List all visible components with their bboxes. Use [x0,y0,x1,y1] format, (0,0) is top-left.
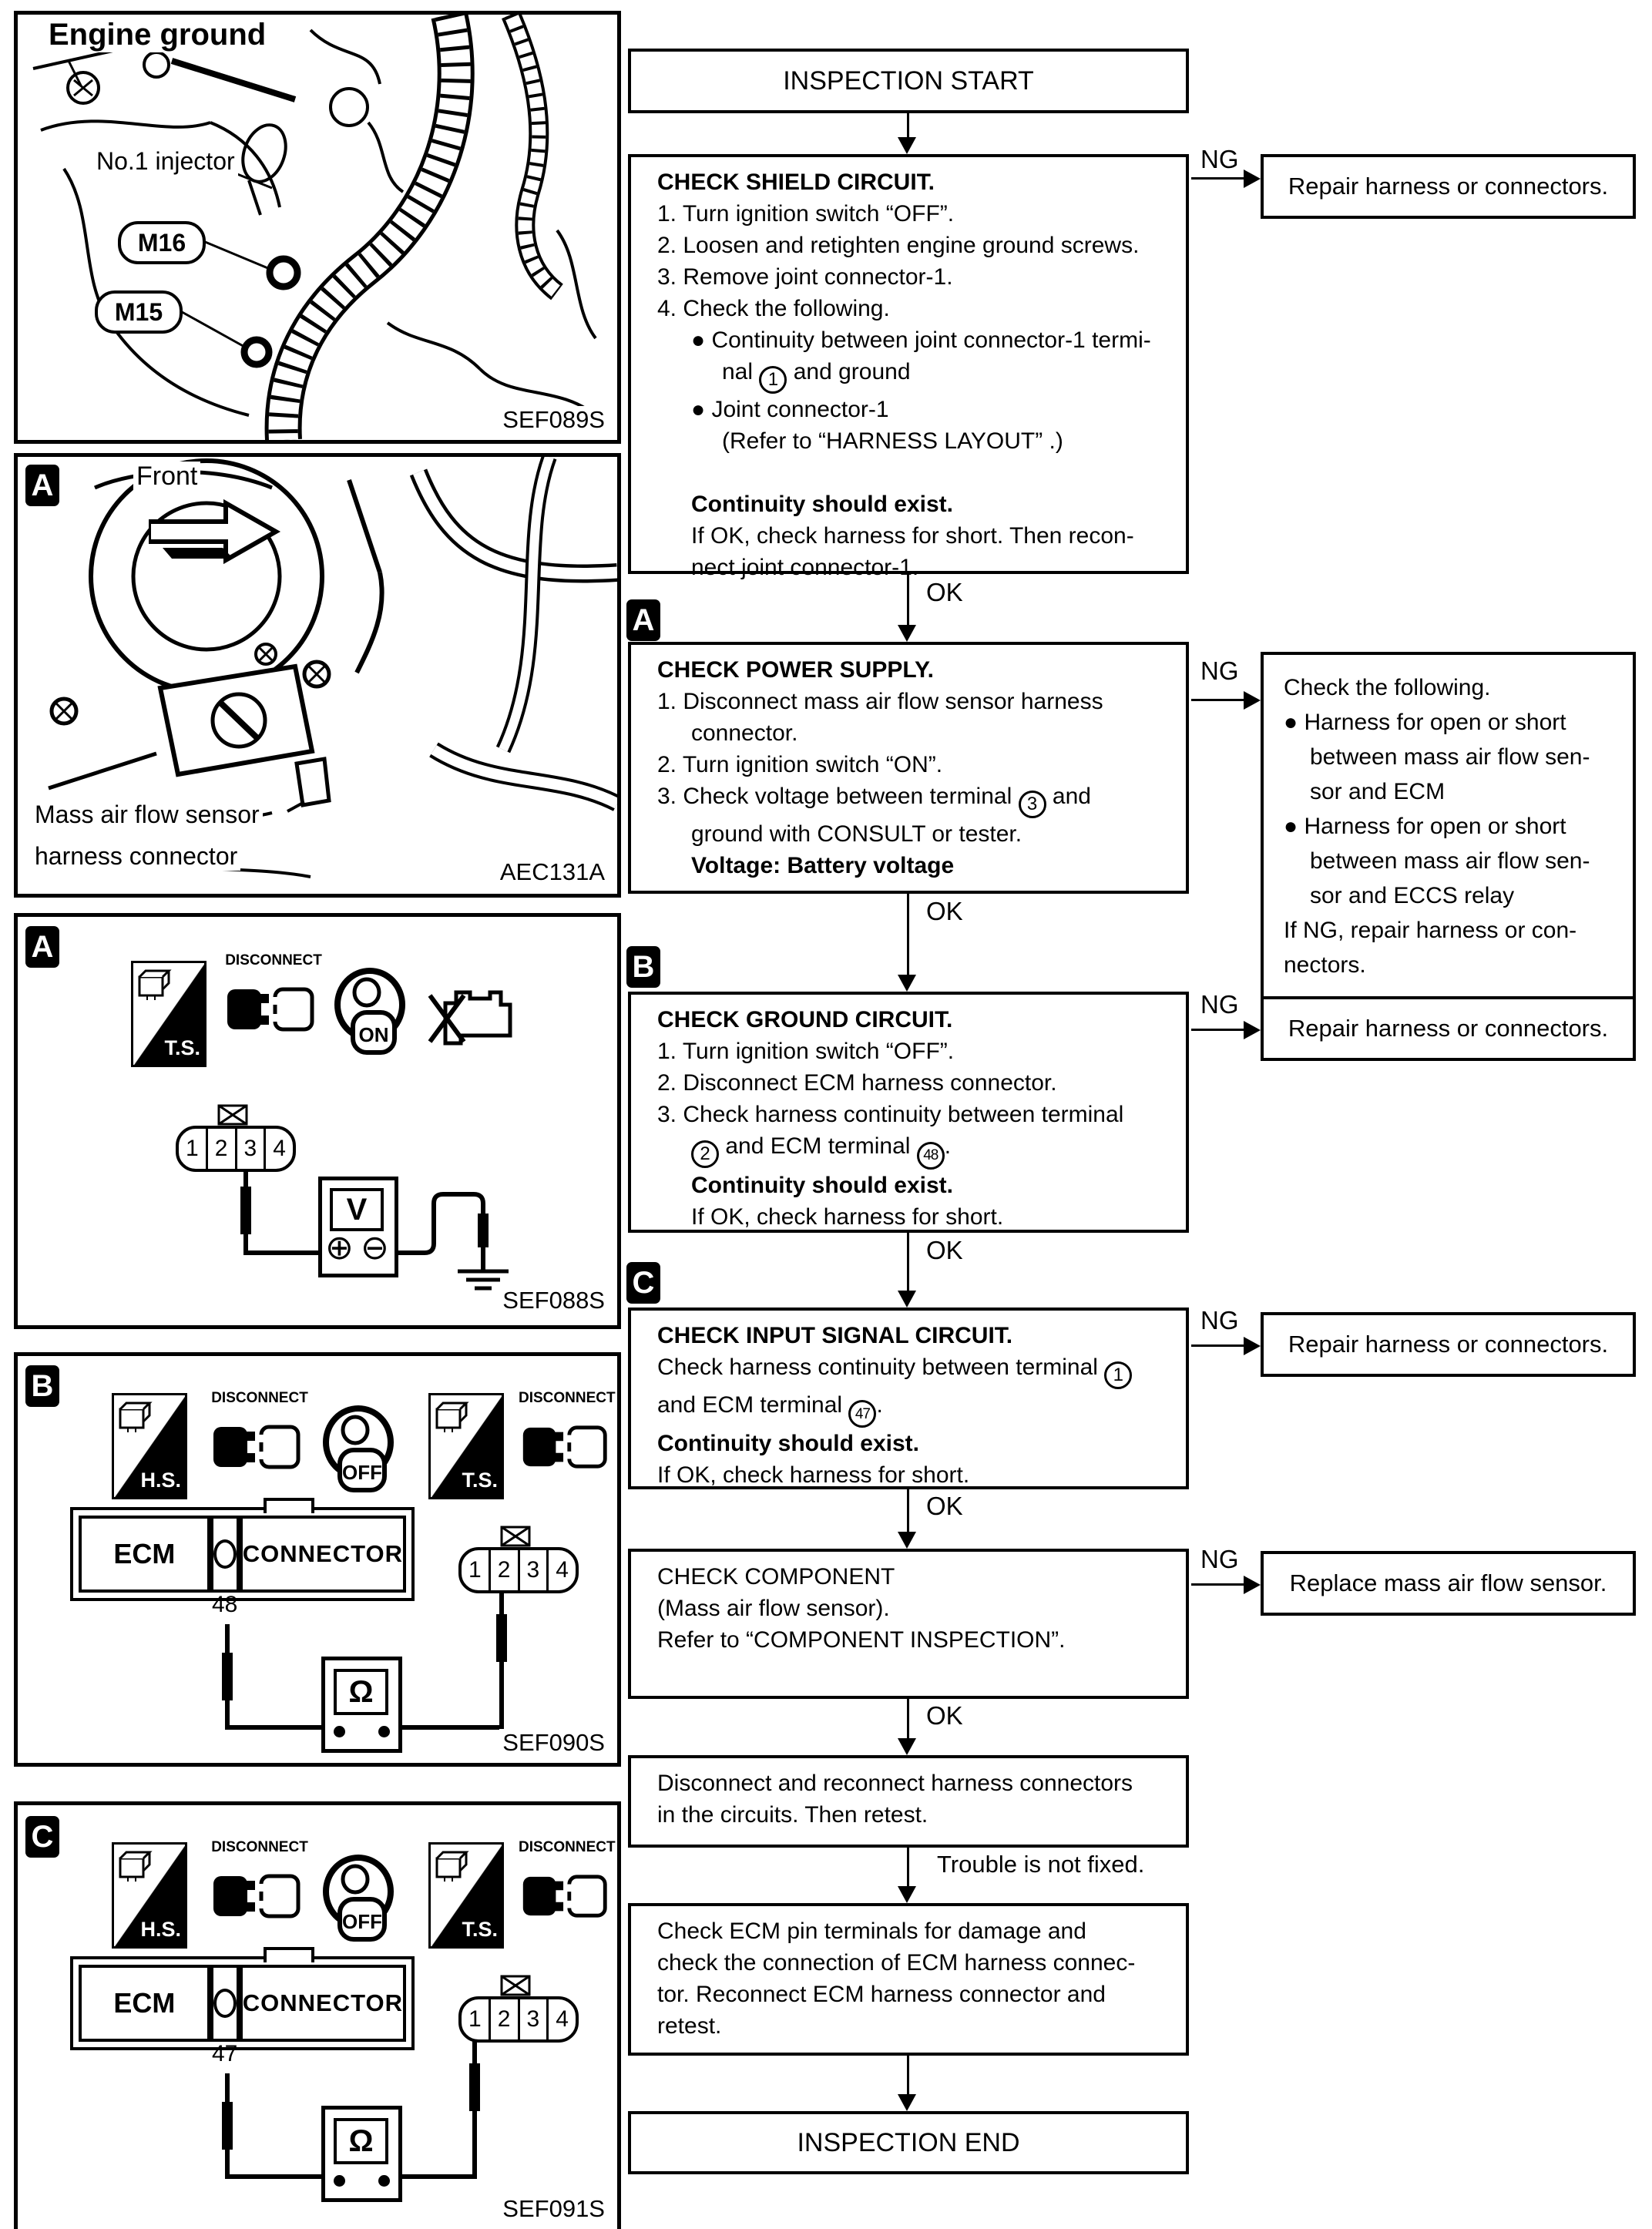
text-line: (Refer to “HARNESS LAYOUT” .) [722,428,1063,454]
ohmmeter-display: Ω [334,2118,388,2164]
terminal-2: 2 [489,1550,518,1590]
figure-code-sef090s: SEF090S [499,1729,608,1757]
terminal-1: 1 [186,1136,199,1161]
text-line: CHECK COMPONENT [657,1564,895,1590]
flow-end-box [628,2111,1189,2174]
step-check-input-signal-circuit [628,1308,1189,1489]
ng-result-text: Repair harness or connectors. [1288,1015,1609,1042]
ok-edge-label: OK [922,1492,968,1521]
disconnect-icon-group [519,1839,614,1940]
text-line: and ECM terminal 47 . [657,1389,1174,1428]
engine-crossed-icon [424,969,518,1058]
hs-label: H.S. [140,1918,181,1941]
meter-terminal [378,1726,390,1737]
svg-text:OFF: OFF [342,1461,382,1484]
flow-connector-line [907,1489,909,1532]
section-tag-b: B [25,1365,59,1407]
step-reconnect-connectors [628,1755,1189,1848]
ts-tool-icon [428,1393,504,1499]
flow-start-label: INSPECTION START [783,65,1034,96]
flow-connector-line [907,1233,909,1291]
maf-caption-line2: harness connector [32,842,240,871]
ts-label: T.S. [462,1469,498,1492]
ng-branch-line [1191,1029,1244,1031]
ng-result-replace-maf-sensor [1261,1551,1636,1616]
terminal-2: 2 [489,1999,518,2039]
ts-tool-icon [428,1842,504,1949]
section-tag-c: C [25,1816,59,1858]
text-line: CHECK POWER SUPPLY. [657,657,934,683]
terminal-1: 1 [468,2006,482,2032]
ng-edge-label: NG [1196,145,1244,174]
text-line: If OK, check harness for short. Then recon- [691,522,1134,549]
front-direction-arrow-icon [149,497,311,570]
svg-text:ON: ON [358,1023,389,1046]
ng-result-text: Replace mass air flow sensor. [1289,1569,1607,1596]
terminal-3: 3 [235,1129,264,1169]
text-line: Check ECM pin terminals for damage and [657,1918,1086,1944]
text-line: sor and ECCS relay [1310,883,1515,908]
ohmmeter-display: Ω [334,1669,388,1715]
text-line: retest. [657,2013,722,2039]
text-line: 2. Loosen and retighten engine ground screws. [657,233,1140,258]
disconnect-label: DISCONNECT [211,1839,308,1855]
text-line: 1. Turn ignition switch “OFF”. [657,201,955,227]
text-line: 1. Disconnect mass air flow sensor harness [657,689,1103,714]
disconnect-label: DISCONNECT [519,1839,616,1855]
voltmeter [318,1177,398,1277]
text-line: ● Harness for open or short [1284,814,1566,839]
text-line: between mass air flow sen- [1310,848,1590,874]
ecm-bar-tab [264,1947,314,1962]
text-line: 2. Disconnect ECM harness connector. [657,1070,1057,1096]
ecm-connector-bar [70,1507,415,1601]
ng-result-check-following [1261,652,1636,1006]
hs-label: H.S. [140,1469,181,1492]
panel-test-a-voltage-check [14,913,621,1329]
flow-connector-line [907,113,909,137]
text-line: 3. Check harness continuity between terminal [657,1102,1124,1127]
arrow-down-icon [898,2094,916,2111]
text-line: CHECK GROUND CIRCUIT. [657,1007,953,1032]
arrow-down-icon [898,1532,916,1549]
text-line: CHECK SHIELD CIRCUIT. [657,170,935,195]
voltmeter-display: V [330,1188,384,1231]
text-line: Voltage: Battery voltage [691,852,955,878]
panel-maf-sensor-photo [14,453,621,898]
text-line: ● Joint connector-1 [691,396,889,422]
ng-result-repair-harness-2 [1261,996,1636,1061]
connector-cube-icon [135,968,176,1003]
ng-branch-line [1191,699,1244,701]
ecm-connector-bar [70,1956,415,2050]
arrow-down-icon [898,1738,916,1755]
ng-result-repair-harness-1 [1261,154,1636,219]
flow-tag-a: A [626,599,660,641]
svg-text:OFF: OFF [342,1910,382,1933]
ohmmeter [321,1657,402,1753]
disconnect-label: DISCONNECT [225,952,322,968]
flow-end-label: INSPECTION END [797,2127,1020,2157]
text-line: Refer to “COMPONENT INSPECTION”. [657,1627,1066,1653]
arrow-down-icon [898,1886,916,1903]
ok-edge-label: OK [922,1701,968,1730]
ng-edge-label: NG [1196,1306,1244,1335]
maf-connector-terminals [458,1996,579,2043]
terminal-4: 4 [264,1129,293,1169]
text-line: If OK, check harness for short. [691,1203,1004,1230]
minus-terminal-icon: ⊖ [361,1229,389,1267]
ng-branch-line [1191,1583,1244,1586]
ts-label: T.S. [164,1036,200,1059]
text-line: tor. Reconnect ECM harness connector and [657,1982,1106,2007]
ng-edge-label: NG [1196,990,1244,1019]
terminal-2: 2 [206,1129,235,1169]
text-line: Continuity should exist. [691,1172,954,1198]
ignition-key-on-icon [331,965,411,1066]
text-line: 4. Check the following. [657,296,890,321]
panel-test-c-signal-continuity [14,1801,621,2229]
terminal-4: 4 [546,1550,576,1590]
text-line: Continuity should exist. [691,491,954,517]
step-check-shield-circuit [628,154,1189,580]
ecm-pin-number: 47 [212,2041,238,2066]
hs-tool-icon [112,1393,187,1499]
view-tag-a: A [25,465,59,506]
figure-code-aec131a: AEC131A [497,858,608,886]
flow-connector-line [907,894,909,975]
disconnected-connector-flag-icon [500,1975,531,1996]
disconnect-icon-group [209,1839,311,1940]
flow-tag-c: C [626,1262,660,1304]
text-line: sor and ECM [1310,779,1446,804]
text-line: connector. [691,720,798,746]
step-check-ecm-pin-terminals [628,1903,1189,2056]
disconnect-label: DISCONNECT [519,1390,616,1406]
text-line: CHECK INPUT SIGNAL CIRCUIT. [657,1323,1013,1348]
maf-connector-terminals [458,1547,579,1593]
terminal-4: 4 [546,1999,576,2039]
disconnect-label: DISCONNECT [211,1390,308,1406]
text-line: If NG, repair harness or con- [1284,918,1577,943]
ecm-bar-hole [210,1516,240,1593]
meter-terminal [378,2175,390,2187]
arrow-down-icon [898,975,916,992]
connector-badge-m16: M16 [118,221,206,264]
engine-ground-line-art [18,15,617,440]
text-line: Check harness continuity between terminal 1 [657,1351,1174,1389]
ecm-bar-tab [264,1498,314,1513]
injector-label: No.1 injector [93,147,238,176]
ng-branch-line [1191,177,1244,180]
ok-edge-label: OK [922,897,968,926]
figure-code-sef089s: SEF089S [499,406,608,434]
trouble-edge-label: Trouble is not fixed. [932,1851,1149,1878]
text-line: ● Harness for open or short [1284,710,1566,735]
hs-tool-icon [112,1842,187,1949]
text-line: 2 and ECM terminal 48 . [657,1130,1174,1170]
ng-edge-label: NG [1196,656,1244,686]
flow-connector-line [907,1848,909,1886]
text-line [657,457,1174,488]
connector-label: CONNECTOR [240,1516,406,1593]
text-line: nal 1 and ground [657,356,1174,394]
ok-edge-label: OK [922,578,968,607]
text-line: ● Continuity between joint connector-1 termi- [691,327,1151,353]
text-line: 2. Turn ignition switch “ON”. [657,752,943,777]
terminal-3: 3 [518,1999,547,2039]
panel-test-b-ground-continuity [14,1352,621,1767]
text-line: 1. Turn ignition switch “OFF”. [657,1039,955,1064]
ignition-key-off-icon [320,1402,400,1503]
connector-badge-m15: M15 [95,290,183,334]
flow-connector-line [907,2056,909,2094]
text-line: 3. Check voltage between terminal 3 and [657,780,1174,818]
panel-title-engine-ground: Engine ground [44,18,270,52]
ng-result-text: Repair harness or connectors. [1288,173,1609,200]
figure-code-sef088s: SEF088S [499,1287,608,1314]
disconnected-connector-flag-icon [217,1104,248,1126]
disconnect-connector-icon [223,969,318,1049]
meter-terminal [334,1726,345,1737]
ohmmeter [321,2106,402,2202]
ok-edge-label: OK [922,1236,968,1265]
arrow-right-icon [1244,691,1261,710]
ts-label: T.S. [462,1918,498,1941]
flow-connector-line [907,1699,909,1738]
arrow-right-icon [1244,1021,1261,1039]
text-line: ground with CONSULT or tester. [691,821,1022,847]
panel-engine-ground-photo [14,11,621,444]
arrow-down-icon [898,625,916,642]
arrow-down-icon [898,137,916,154]
ecm-bar-hole [210,1965,240,2042]
meter-terminal [334,2175,345,2187]
terminal-3: 3 [518,1550,547,1590]
connector-label: CONNECTOR [240,1965,406,2042]
text-line: Continuity should exist. [657,1431,920,1456]
text-line: nectors. [1284,952,1366,978]
text-line: If OK, check harness for short. [657,1462,970,1488]
ecm-label: ECM [79,1516,210,1593]
ignition-key-off-icon [320,1851,400,1952]
terminal-1: 1 [468,1557,482,1583]
ts-tool-icon [131,961,206,1067]
ecm-label: ECM [79,1965,210,2042]
disconnect-icon-group [519,1390,614,1491]
ecm-pin-number: 48 [212,1592,238,1617]
step-check-component [628,1549,1189,1699]
text-line: Check the following. [1284,675,1491,700]
arrow-right-icon [1244,170,1261,188]
text-line: (Mass air flow sensor). [657,1596,890,1621]
ng-result-text: Repair harness or connectors. [1288,1331,1609,1358]
ng-branch-line [1191,1344,1244,1347]
disconnect-icon-group [209,1390,311,1491]
disconnect-icon-group [223,952,324,1053]
maf-caption-line1: Mass air flow sensor [32,801,263,829]
text-line: Disconnect and reconnect harness connectors [657,1771,1133,1796]
text-line: check the connection of ECM harness connec- [657,1950,1136,1976]
step-check-ground-circuit [628,992,1189,1233]
flow-start-box [628,49,1189,113]
arrow-right-icon [1244,1337,1261,1355]
step-check-power-supply [628,642,1189,894]
text-line: between mass air flow sen- [1310,744,1590,770]
ng-edge-label: NG [1196,1545,1244,1574]
front-label: Front [133,462,200,492]
plus-terminal-icon: ⊕ [325,1229,354,1267]
text-line: in the circuits. Then retest. [657,1802,928,1828]
arrow-right-icon [1244,1576,1261,1594]
section-tag-a: A [25,926,59,968]
figure-code-sef091s: SEF091S [499,2195,608,2223]
arrow-down-icon [898,1291,916,1308]
maf-connector-terminals [176,1126,296,1172]
text-line: 3. Remove joint connector-1. [657,264,953,290]
disconnected-connector-flag-icon [500,1526,531,1547]
text-line: nect joint connector-1. [691,554,919,580]
flow-tag-b: B [626,946,660,988]
ng-result-repair-harness-3 [1261,1312,1636,1377]
